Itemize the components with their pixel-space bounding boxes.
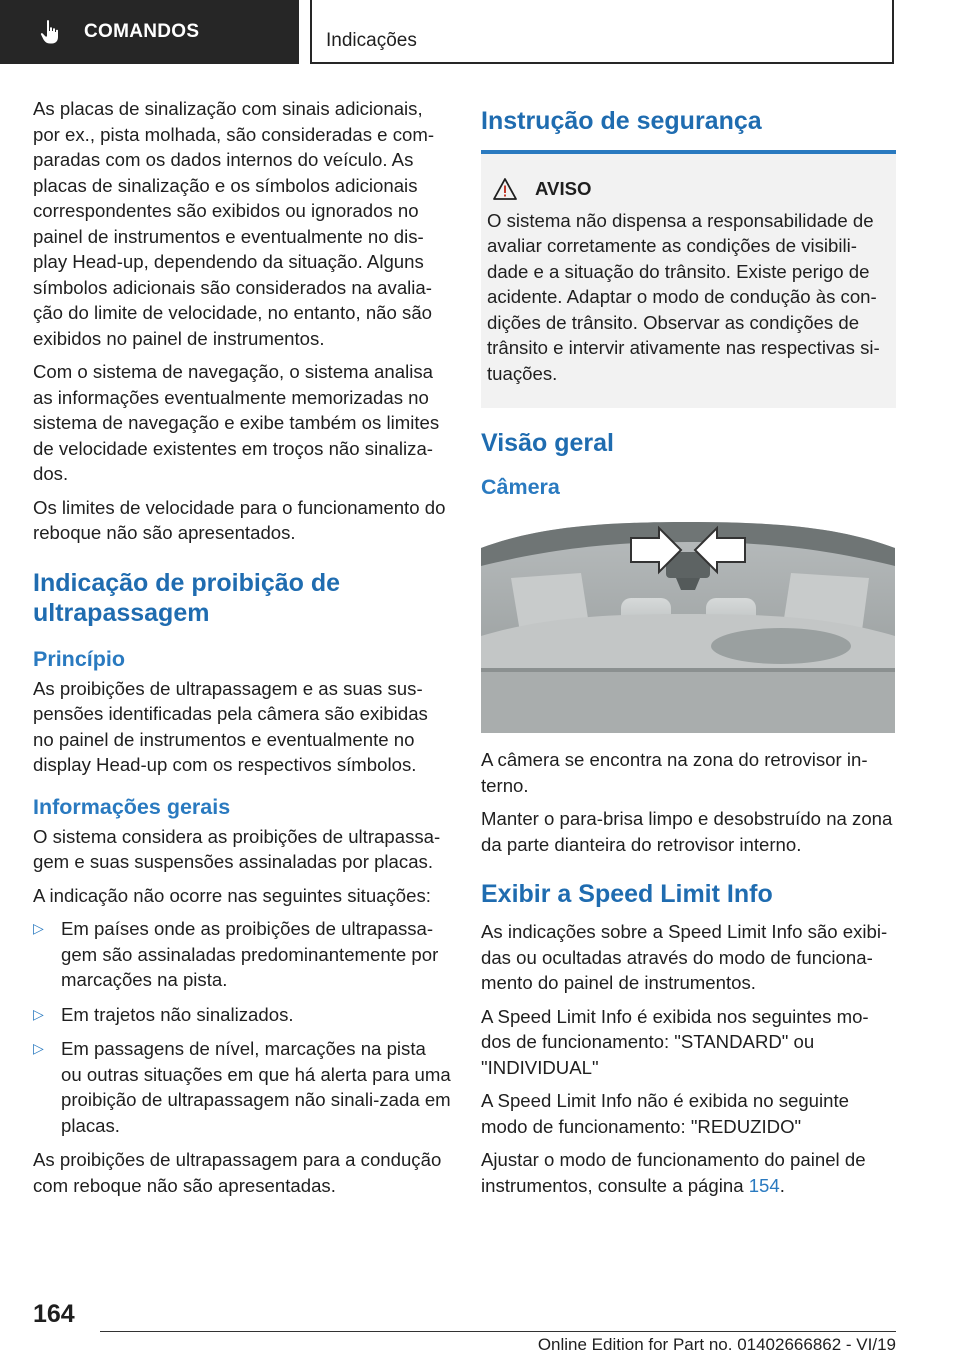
paragraph: As indicações sobre a Speed Limit Info são exibi-das ou ocultadas através do modo de funciona-mento do painel de instrumentos. bbox=[481, 921, 888, 993]
footer-divider bbox=[100, 1331, 896, 1332]
camera-location-image bbox=[481, 518, 895, 733]
section-heading: Indicação de proibição de ultrapassagem bbox=[33, 568, 341, 627]
chapter-header bbox=[310, 0, 894, 64]
paragraph: Com o sistema de navegação, o sistema analisa as informações eventualmente memorizadas no sistema de navegação e exibe também os limites de velocidade existentes em troços não sinaliza-dos. bbox=[33, 361, 440, 484]
paragraph: As placas de sinalização com sinais adicionais, por ex., pista molhada, são consideradas e com-paradas com os dados internos do veículo. As placas de sinalização e os símbolos adicionais correspondentes são exibidos ou ignorados no painel de instrumentos e eventualmente no dis-play Head-up, dependendo da situação. Alguns símbolos adicionais são considerados na avalia-ção do limite de velocidade, no entanto, não são exibidos no painel de instrumentos. bbox=[33, 98, 435, 349]
subsection-heading: Princípio bbox=[33, 646, 125, 671]
bullet-list bbox=[33, 916, 451, 1138]
chapter-title: Indicações bbox=[326, 30, 417, 51]
list-item bbox=[33, 1036, 451, 1138]
list-item bbox=[33, 1002, 451, 1028]
right-column bbox=[481, 96, 896, 1206]
paragraph-end: . bbox=[779, 1174, 785, 1196]
list-item-text: Em países onde as proibições de ultrapassa-gem são assinaladas predominantemente por marcações na pista. bbox=[61, 918, 439, 990]
left-column bbox=[33, 96, 451, 1206]
paragraph: As proibições de ultrapassagem para a condução com reboque não são apresentadas. bbox=[33, 1149, 442, 1196]
section-tab-label: COMANDOS bbox=[84, 21, 200, 42]
page-link[interactable]: 154 bbox=[748, 1174, 780, 1196]
page-number: 164 bbox=[33, 1300, 75, 1328]
paragraph: Os limites de velocidade para o funcionamento do reboque não são apresentados. bbox=[33, 496, 446, 543]
warning-triangle-icon bbox=[493, 178, 517, 200]
section-tab[interactable] bbox=[0, 0, 299, 64]
hand-pointer-icon bbox=[40, 19, 62, 45]
section-heading: Instrução de segurança bbox=[481, 107, 762, 135]
list-item bbox=[33, 916, 451, 993]
section-heading: Visão geral bbox=[481, 429, 614, 457]
warning-box bbox=[481, 154, 896, 408]
triangle-bullet-icon: ▷ bbox=[33, 1040, 44, 1056]
paragraph: A Speed Limit Info é exibida nos seguintes mo-dos de funcionamento: "STANDARD" ou "INDIVIDUAL" bbox=[481, 1005, 869, 1078]
list-item-text: Em trajetos não sinalizados. bbox=[61, 1003, 294, 1025]
list-item-text: Em passagens de nível, marcações na pista ou outras situações em que há alerta para uma proibição de ultrapassagem não sinali-zada em placas. bbox=[61, 1038, 451, 1136]
paragraph: A Speed Limit Info não é exibida no seguinte modo de funcionamento: "REDUZIDO" bbox=[481, 1090, 850, 1137]
warning-title: AVISO bbox=[535, 178, 592, 199]
triangle-bullet-icon: ▷ bbox=[33, 1005, 44, 1022]
paragraph: O sistema considera as proibições de ultrapassa-gem e suas suspensões assinaladas por placas. bbox=[33, 825, 441, 872]
subsection-heading: Câmera bbox=[481, 475, 560, 499]
paragraph: Manter o para-brisa limpo e desobstruído na zona da parte dianteira do retrovisor interno. bbox=[481, 808, 893, 855]
section-heading: Exibir a Speed Limit Info bbox=[481, 880, 773, 908]
paragraph: A indicação não ocorre nas seguintes situações: bbox=[33, 884, 431, 906]
warning-header bbox=[487, 176, 888, 202]
edition-info: Online Edition for Part no. 01402666862 - VI/19 bbox=[537, 1335, 896, 1354]
paragraph bbox=[481, 1147, 896, 1198]
paragraph-text: Ajustar o modo de funcionamento do painel de instrumentos, consulte a página bbox=[481, 1149, 866, 1196]
warning-text: O sistema não dispensa a responsabilidade de avaliar corretamente as condições de visibili-dade e a situação do trânsito. Existe perigo de acidente. Adaptar o modo de condução às con-dições de trânsito. Observar as condições de trânsito e intervir ativamente nas respectivas si-tuações. bbox=[487, 209, 880, 384]
subsection-heading: Informações gerais bbox=[33, 794, 231, 819]
triangle-bullet-icon: ▷ bbox=[33, 920, 44, 936]
paragraph: A câmera se encontra na zona do retrovisor in-terno. bbox=[481, 749, 868, 796]
paragraph: As proibições de ultrapassagem e as suas sus-pensões identificadas pela câmera são exibidas no painel de instrumentos e eventualmente no display Head-up com os respectivos símbolos. bbox=[33, 677, 428, 775]
